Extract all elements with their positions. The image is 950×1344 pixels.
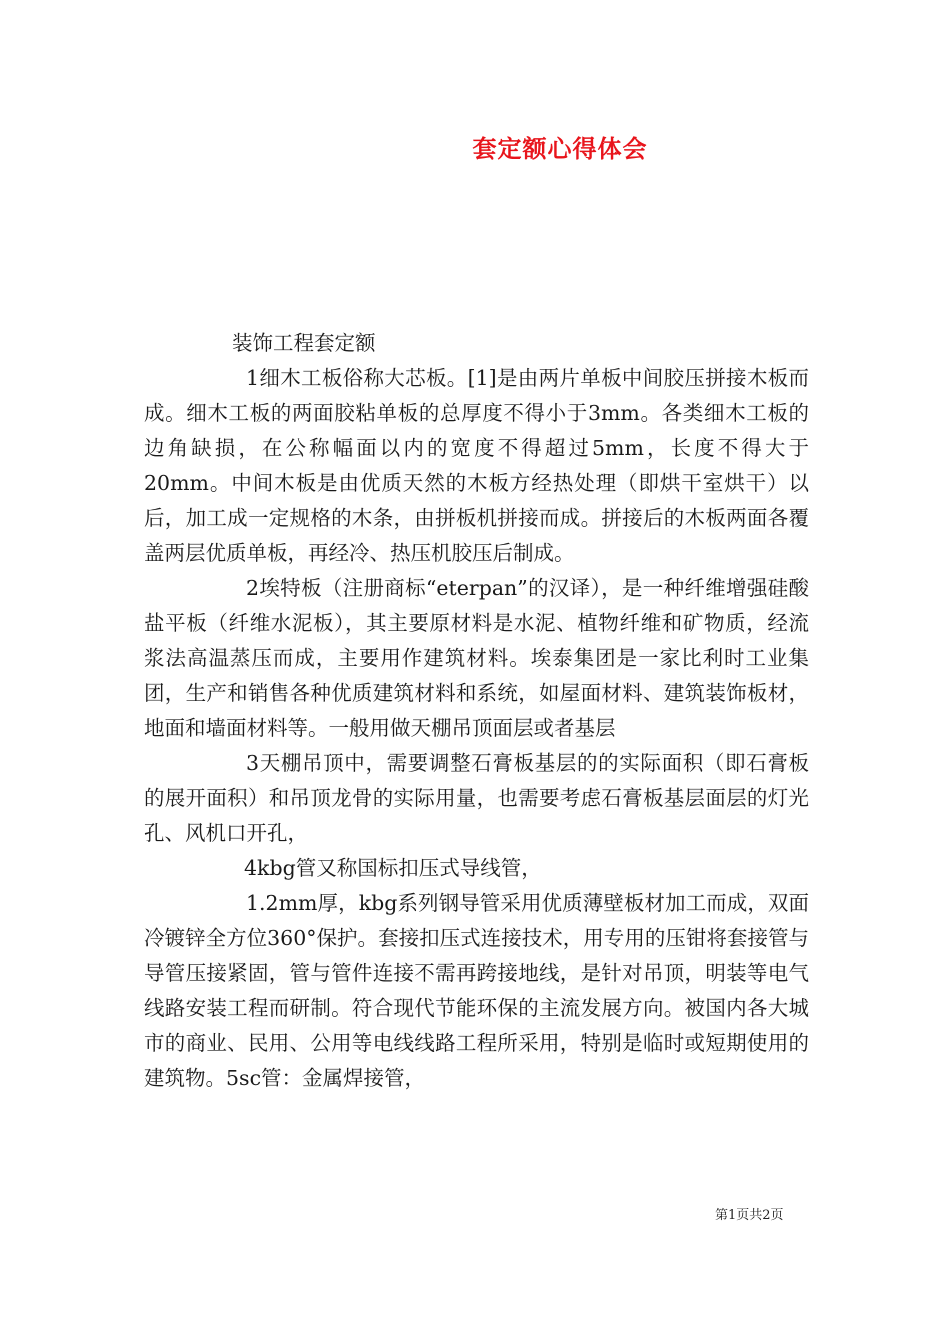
paragraph-1: 1细木工板俗称大芯板。[1]是由两片单板中间胶压拼接木板而成。细木工板的两面胶粘单板的总厚度不得小于3mm。各类细木工板的边角缺损，在公称幅面以内的宽度不得超过5mm，长度不得大于20mm。中间木板是由优质天然的木板方经热处理（即烘干室烘干）以后，加工成一定规格的木条，由拼板机拼接而成。拼接后的木板两面各覆盖两层优质单板，再经冷、热压机胶压后制成。	[144, 366, 809, 565]
page-footer: 第1页共2页	[715, 1208, 784, 1223]
document-title: 套定额心得体会	[472, 135, 648, 163]
paragraph-5: 1.2mm厚，kbg系列钢导管采用优质薄壁板材加工而成，双面冷镀锌全方位360°保护。套接扣压式连接技术，用专用的压钳将套接管与导管压接紧固，管与管件连接不需再跨接地线，是针对吊顶，明装等电气线路安装工程而研制。符合现代节能环保的主流发展方向。被国内各大城市的商业、民用、公用等电线线路工程所采用，特别是临时或短期使用的建筑物。5sc管：金属焊接管，	[144, 891, 809, 1090]
paragraph-4: 4kbg管又称国标扣压式导线管，	[244, 856, 542, 880]
document-body	[144, 326, 809, 1096]
section-heading: 装饰工程套定额	[232, 331, 376, 355]
paragraph-3: 3天棚吊顶中，需要调整石膏板基层的的实际面积（即石膏板的展开面积）和吊顶龙骨的实际用量，也需要考虑石膏板基层面层的灯光孔、风机口开孔，	[144, 751, 809, 845]
paragraph-2: 2埃特板（注册商标“eterpan”的汉译），是一种纤维增强硅酸盐平板（纤维水泥板），其主要原材料是水泥、植物纤维和矿物质，经流浆法高温蒸压而成，主要用作建筑材料。埃泰集团是一家比利时工业集团，生产和销售各种优质建筑材料和系统，如屋面材料、建筑装饰板材，地面和墙面材料等。一般用做天棚吊顶面层或者基层	[144, 576, 809, 740]
